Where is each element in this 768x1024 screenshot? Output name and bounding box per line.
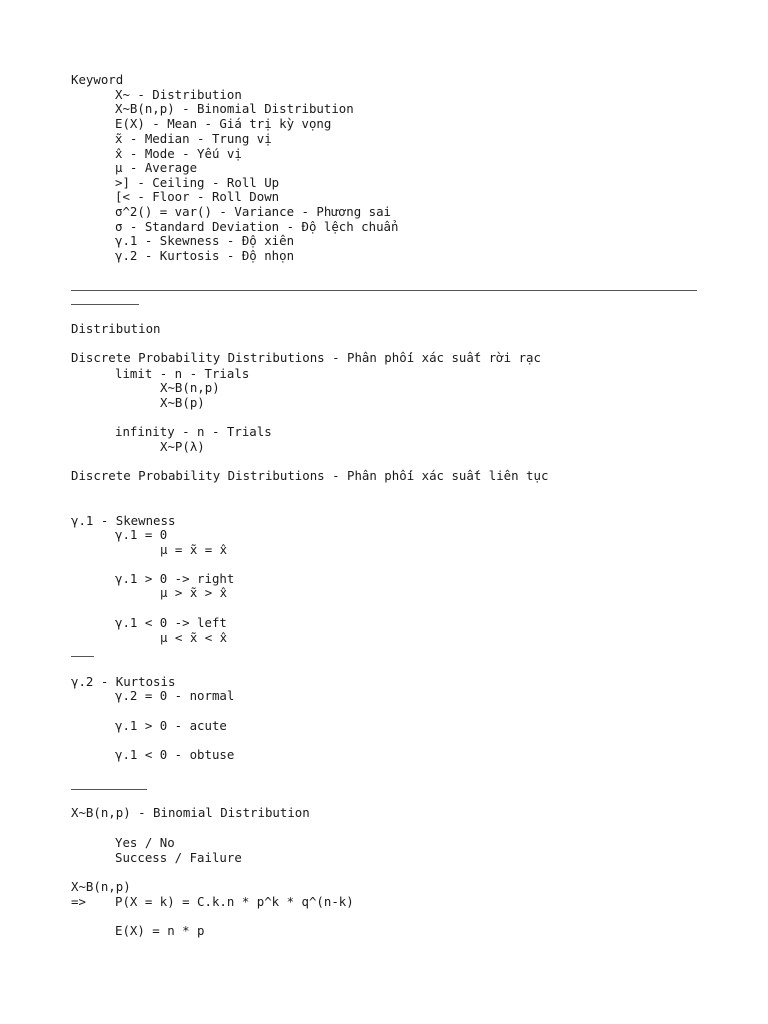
skewness-condition: γ.1 > 0 -> right (115, 571, 235, 586)
kurtosis-heading: γ.2 - Kurtosis (71, 674, 176, 689)
infinity-label: infinity - n - Trials (115, 424, 272, 439)
keyword-item: σ^2() = var() - Variance - Phương sai (115, 204, 392, 219)
infinity-item: X~P(λ) (160, 439, 205, 454)
discrete-title: Discrete Probability Distributions - Phân phối xác suất rời rạc (71, 350, 541, 365)
keyword-heading: Keyword (71, 72, 124, 87)
kurtosis-case: γ.2 = 0 - normal (115, 688, 235, 703)
binomial-outcome: Success / Failure (115, 850, 242, 865)
section-divider-tail (71, 304, 139, 305)
keyword-item: X~B(n,p) - Binomial Distribution (115, 101, 354, 116)
keyword-item: >] - Ceiling - Roll Up (115, 175, 280, 190)
binomial-heading: X~B(n,p) - Binomial Distribution (71, 805, 310, 820)
short-divider (71, 656, 94, 657)
skewness-condition: γ.1 = 0 (115, 527, 168, 542)
keyword-item: σ - Standard Deviation - Độ lệch chuẩn (115, 219, 399, 234)
kurtosis-case: γ.1 < 0 - obtuse (115, 747, 235, 762)
continuous-title: Discrete Probability Distributions - Phân phối xác suất liên tục (71, 468, 549, 483)
limit-item: X~B(p) (160, 395, 205, 410)
skewness-relation: μ < x̃ < x̂ (160, 630, 228, 645)
limit-label: limit - n - Trials (115, 366, 250, 381)
section-divider-short (71, 789, 147, 790)
binomial-notation: X~B(n,p) (71, 879, 131, 894)
keyword-item: E(X) - Mean - Giá trị kỳ vọng (115, 116, 332, 131)
skewness-condition: γ.1 < 0 -> left (115, 615, 227, 630)
keyword-item: X~ - Distribution (115, 87, 242, 102)
binomial-pmf: P(X = k) = C.k.n * p^k * q^(n-k) (115, 894, 354, 909)
binomial-mean: E(X) = n * p (115, 923, 205, 938)
binomial-outcome: Yes / No (115, 835, 175, 850)
kurtosis-case: γ.1 > 0 - acute (115, 718, 227, 733)
section-divider (71, 290, 697, 291)
keyword-item: μ - Average (115, 160, 198, 175)
keyword-item: x̂ - Mode - Yếu vị (115, 146, 242, 161)
skewness-relation: μ > x̃ > x̂ (160, 585, 228, 600)
skewness-relation: μ = x̃ = x̂ (160, 542, 228, 557)
skewness-heading: γ.1 - Skewness (71, 513, 176, 528)
limit-item: X~B(n,p) (160, 380, 220, 395)
implies-arrow: => (71, 894, 86, 909)
keyword-item: x̃ - Median - Trung vị (115, 131, 272, 146)
keyword-item: [< - Floor - Roll Down (115, 189, 280, 204)
keyword-item: γ.2 - Kurtosis - Độ nhọn (115, 248, 295, 263)
keyword-item: γ.1 - Skewness - Độ xiên (115, 233, 295, 248)
distribution-heading: Distribution (71, 321, 161, 336)
